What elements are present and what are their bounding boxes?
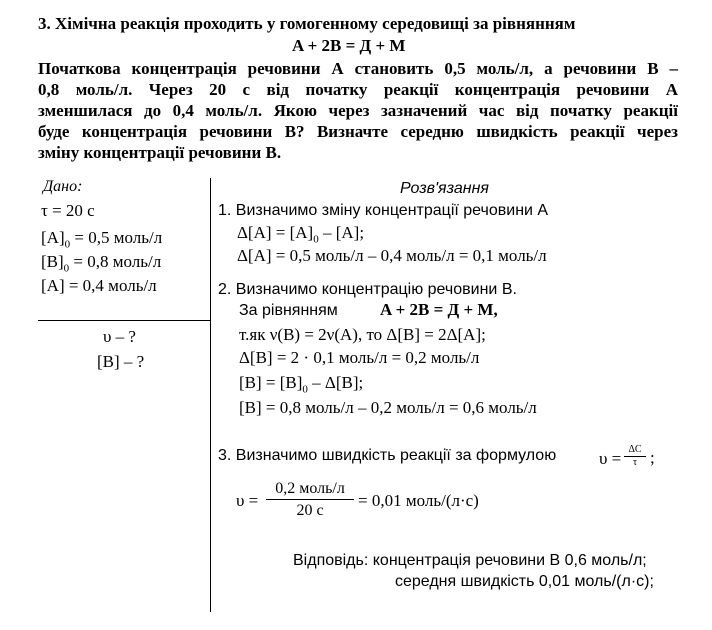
problem-line-3: зменшилася до 0,4 моль/л. Якою через зазначений час від початку реакції (38, 101, 678, 120)
given-a: [A] = 0,4 моль/л (41, 276, 157, 295)
answer-line-2: середня швидкість 0,01 моль/(л·с); (395, 573, 654, 590)
step3-calc-lhs: υ = (236, 491, 259, 510)
step3-formula-lhs: υ = (599, 449, 622, 468)
given-find-divider (38, 320, 210, 321)
step2-equation: A + 2B = Д + M, (380, 300, 498, 319)
solution-header: Розв'язання (400, 180, 489, 197)
step2-eq-prefix: За рівнянням (239, 302, 338, 319)
problem-line-1: Початкова концентрація речовини А становить 0,5 моль/л, а речовини В – (38, 59, 678, 78)
table-vertical-divider (210, 178, 211, 612)
step3-formula-fraction: ΔC τ (624, 444, 646, 469)
step3-formula-end: ; (650, 448, 655, 467)
answer-line-1: Відповідь: концентрація речовини В 0,6 моль/л; (293, 552, 647, 569)
given-b0: $[B]_0 = 0,8$ моль/л (41, 252, 162, 275)
find-rate: υ – ? (103, 327, 136, 346)
step2-line-db: Δ[B] = 2 · 0,1 моль/л = 0,2 моль/л (239, 348, 480, 367)
problem-line-2: 0,8 моль/л. Через 20 с від початку реакції концентрація речовини А (38, 80, 678, 99)
problem-equation: A + 2B = Д + M (292, 36, 406, 55)
given-tau: τ = 20 с (41, 201, 95, 220)
step1-line1: $\Delta[A] = [A]_0 - [A]$; (237, 223, 365, 246)
step3-calc-rhs: = 0,01 моль/(л·с) (358, 491, 479, 510)
step2-line-b: $[B] = [B]_0 - \Delta[B]$; (239, 373, 364, 396)
given-header: Дано: (43, 178, 83, 195)
step1-line2: Δ[A] = 0,5 моль/л – 0,4 моль/л = 0,1 моль/л (237, 246, 547, 265)
problem-title: 3. Хімічна реакція проходить у гомогенному середовищі за рівнянням (38, 14, 576, 33)
step1-title: 1. Визначимо зміну концентрації речовини А (218, 202, 549, 219)
step2-title: 2. Визначимо концентрацію речовини В. (218, 281, 517, 298)
step2-line-b-value: [B] = 0,8 моль/л – 0,2 моль/л = 0,6 моль/л (239, 398, 537, 417)
step3-title: 3. Визначимо швидкість реакції за формулою (218, 447, 557, 464)
step2-line-tak: т.як ν(B) = 2ν(A), то Δ[B] = 2Δ[A]; (239, 325, 486, 344)
problem-line-5: зміну концентрації речовини В. (38, 143, 282, 162)
step3-calc-fraction: 0,2 моль/л 20 с (266, 478, 354, 521)
find-b: [B] – ? (97, 352, 145, 371)
problem-line-4: буде концентрація речовини В? Визначте середню швидкість реакції через (38, 122, 678, 141)
given-a0: $[A]_0 = 0,5$ моль/л (41, 228, 163, 251)
